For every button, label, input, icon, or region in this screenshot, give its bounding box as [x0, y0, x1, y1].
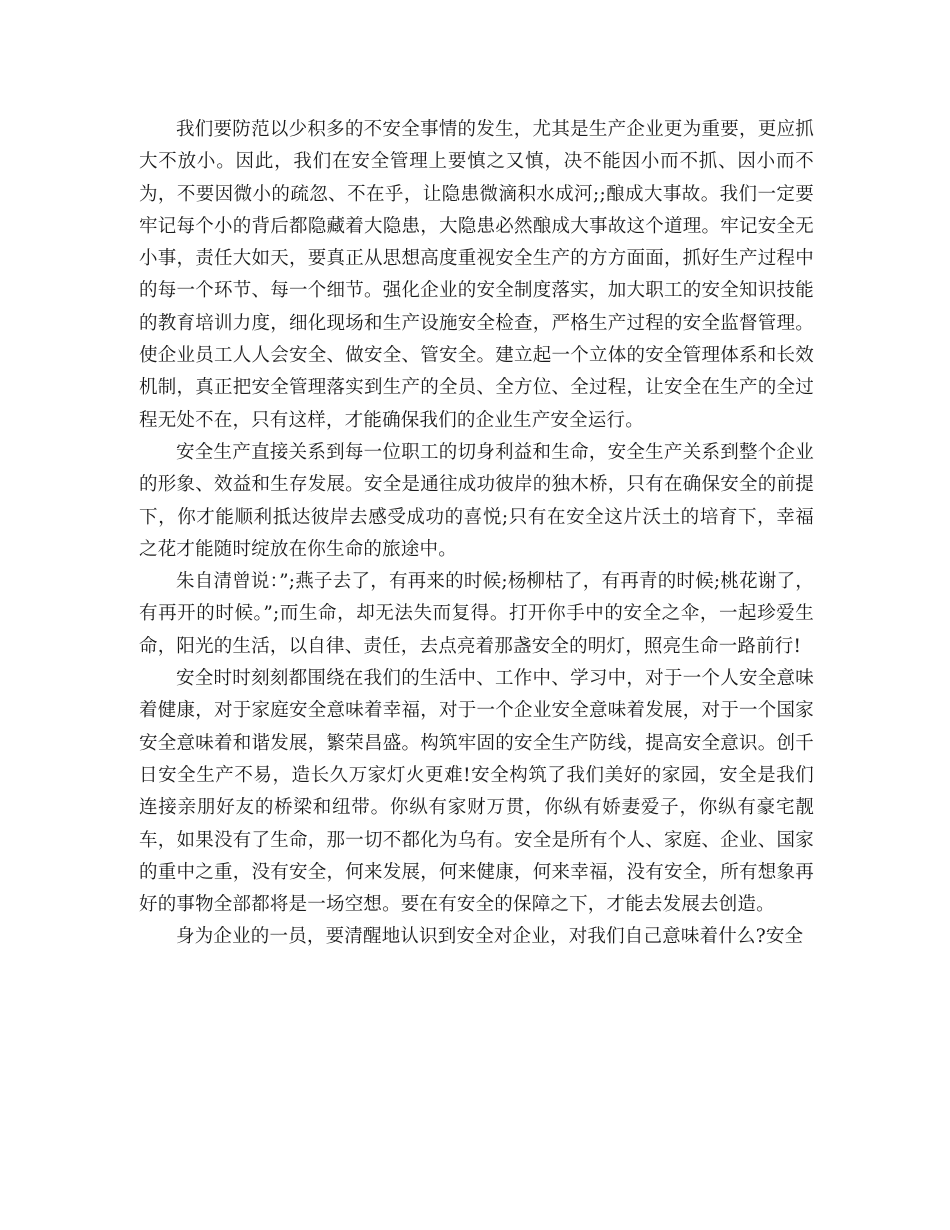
paragraph-1: 我们要防范以少积多的不安全事情的发生，尤其是生产企业更为重要，更应抓大不放小。因此，我们在安全管理上要慎之又慎，决不能因小而不抓、因小而不为，不要因微小的疏忽、不在乎，让隐患微滴积水成河;;酿成大事故。我们一定要牢记每个小的背后都隐藏着大隐患，大隐患必然酿成大事故这个道理。牢记安全无小事，责任大如天，要真正从思想高度重视安全生产的方方面面，抓好生产过程中的每一个环节、每一个细节。强化企业的安全制度落实，加大职工的安全知识技能的教育培训力度，细化现场和生产设施安全检查，严格生产过程的安全监督管理。使企业员工人人会安全、做安全、管安全。建立起一个立体的安全管理体系和长效机制，真正把安全管理落实到生产的全员、全方位、全过程，让安全在生产的全过程无处不在，只有这样，才能确保我们的企业生产安全运行。 — [139, 119, 814, 431]
paragraph-3: 朱自清曾说：”;燕子去了，有再来的时候;杨柳枯了，有再青的时候;桃花谢了，有再开的时候。”;而生命，却无法失而复得。打开你手中的安全之伞，一起珍爱生命，阳光的生活，以自律、责任，去点亮着那盏安全的明灯，照亮生命一路前行! — [139, 571, 815, 657]
document-body — [139, 114, 814, 954]
paragraph-4: 安全时时刻刻都围绕在我们的生活中、工作中、学习中，对于一个人安全意味着健康，对于家庭安全意味着幸福，对于一个企业安全意味着发展，对于一个国家安全意味着和谐发展，繁荣昌盛。构筑牢固的安全生产防线，提高安全意识。创千日安全生产不易，造长久万家灯火更难!安全构筑了我们美好的家园，安全是我们连接亲朋好友的桥梁和纽带。你纵有家财万贯，你纵有娇妻爱子，你纵有豪宅靓车，如果没有了生命，那一切不都化为乌有。安全是所有个人、家庭、企业、国家的重中之重，没有安全，何来发展，何来健康，何来幸福，没有安全，所有想象再好的事物全部都将是一场空想。要在有安全的保障之下，才能去发展去创造。 — [139, 668, 814, 916]
paragraph-2: 安全生产直接关系到每一位职工的切身利益和生命，安全生产关系到整个企业的形象、效益和生存发展。安全是通往成功彼岸的独木桥，只有在确保安全的前提下，你才能顺利抵达彼岸去感受成功的喜悦;只有在安全这片沃土的培育下，幸福之花才能随时绽放在你生命的旅途中。 — [139, 441, 814, 560]
paragraph-5: 身为企业的一员，要清醒地认识到安全对企业，对我们自己意味着什么?安全 — [176, 926, 804, 948]
